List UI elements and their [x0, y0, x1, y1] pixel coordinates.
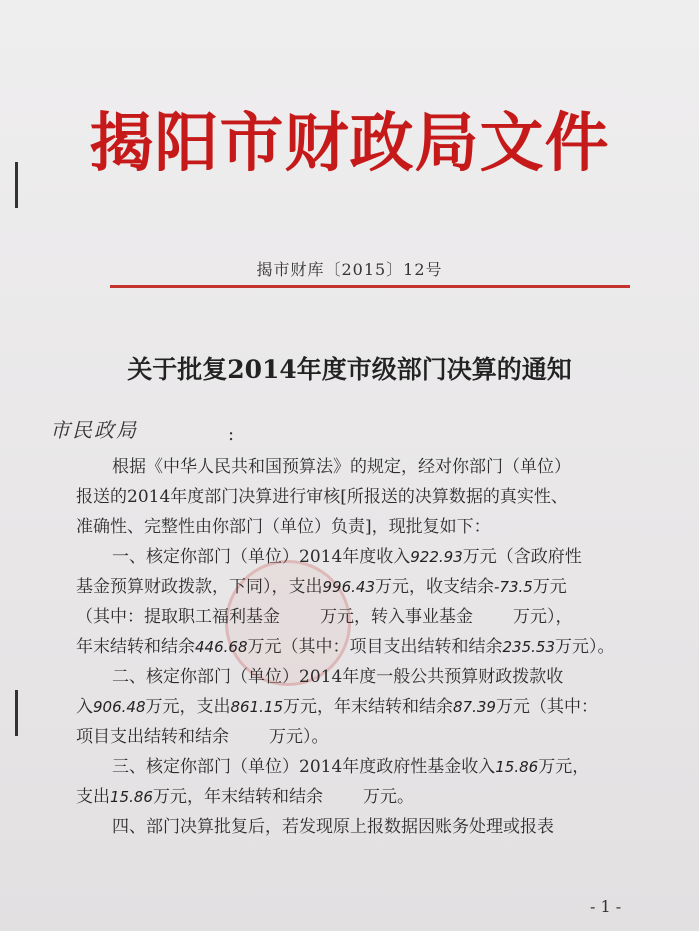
text: 万元，年末结转和结余: [283, 697, 453, 717]
body-line: [76, 782, 656, 812]
body-line: [76, 632, 656, 662]
binding-mark: [15, 690, 18, 736]
text: 入: [76, 697, 93, 717]
page-number: - 1 -: [590, 897, 622, 916]
body-line: [76, 542, 656, 572]
text: 万元，支出: [145, 697, 231, 717]
body-line: [76, 692, 656, 722]
handwritten-expense: 15.86: [110, 788, 153, 806]
document-header-title: 揭阳市财政局文件: [89, 106, 610, 181]
handwritten-balance: -73.5: [494, 578, 533, 596]
text: 万元，: [538, 757, 590, 777]
text: 万元）。: [555, 637, 615, 657]
handwritten-expense: 996.43: [322, 578, 375, 596]
handwritten-income: 15.86: [495, 758, 539, 776]
body-line: [76, 722, 656, 752]
body-line: 四、部门决算批复后，若发现原上报数据因账务处理或报表: [112, 817, 554, 837]
body-line: 二、核定你部门（单位）2014年度一般公共预算财政拨款收: [112, 667, 564, 687]
notice-title: 关于批复2014年度市级部门决算的通知: [127, 355, 572, 384]
handwritten-income: 906.48: [93, 698, 146, 716]
text: 项目支出结转和结余: [76, 727, 229, 747]
document-number: 揭市财库〔2015〕12号: [256, 260, 443, 279]
body-line: [76, 752, 656, 782]
text: 万元）。: [269, 727, 329, 747]
handwritten-project: 235.53: [502, 638, 555, 656]
text: 万元。: [362, 787, 414, 807]
body-line: 准确性、完整性由你部门（单位）负责]，现批复如下：: [76, 517, 491, 537]
text: 万元，年末结转和结余: [152, 787, 323, 807]
text: 三、核定你部门（单位）2014年度政府性基金收入: [112, 757, 496, 777]
recipient-colon: :: [228, 424, 235, 445]
body-line: [76, 602, 656, 632]
text: 万元），: [513, 607, 573, 627]
handwritten-expense: 861.15: [230, 698, 283, 716]
body-line: 报送的2014年度部门决算进行审核[所报送的决算数据的真实性、: [76, 487, 568, 507]
text: 万元（含政府性: [462, 547, 582, 567]
document-body: [76, 452, 656, 842]
body-line: [76, 572, 656, 602]
handwritten-carryover: 446.68: [195, 638, 248, 656]
body-line: 根据《中华人民共和国预算法》的规定，经对你部门（单位）: [112, 457, 571, 477]
text: 万元（其中：项目支出结转和结余: [247, 637, 503, 657]
text: 万元（其中：: [495, 697, 598, 717]
recipient-handwritten: 市民政局: [50, 418, 138, 442]
text: 年末结转和结余: [76, 637, 195, 657]
handwritten-income: 922.93: [410, 548, 463, 566]
text: 万元，收支结余: [375, 577, 494, 597]
text: 支出: [76, 787, 110, 807]
handwritten-carryover: 87.39: [453, 698, 496, 716]
text: 万元，转入事业基金: [320, 607, 473, 627]
text: 万元: [532, 577, 567, 597]
red-divider: [110, 285, 630, 288]
text: （其中：提取职工福利基金: [76, 607, 280, 627]
text: 一、核定你部门（单位）2014年度收入: [112, 547, 411, 567]
text: 基金预算财政拨款，下同），支出: [76, 577, 323, 597]
